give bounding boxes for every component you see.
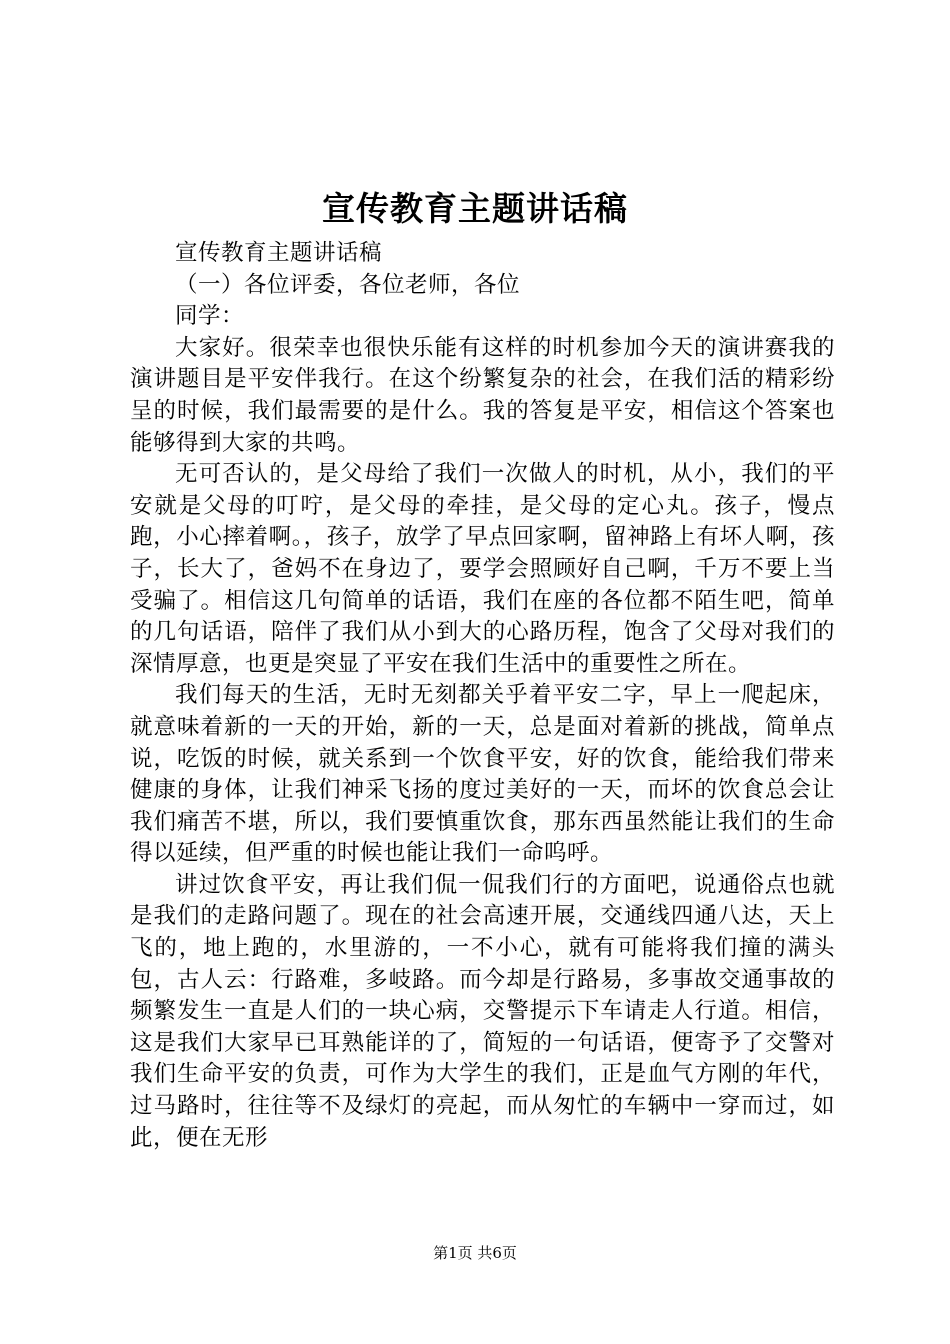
paragraph: 同学： [175,303,245,330]
paragraph: 无可否认的，是父母给了我们一次做人的时机，从小，我们的平安就是父母的叮咛，是父母的牵挂，是父母的定心丸。孩子，慢点跑，小心摔着啊。，孩子，放学了早点回家啊，留神路上有坏人啊，孩子，长大了，爸妈不在身边了，要学会照顾好自己啊，千万不要上当受骗了。相信这几句简单的话语，我们在座的各位都不陌生吧，简单的几句话语，陪伴了我们从小到大的心路历程，饱含了父母对我们的深情厚意，也更是突显了平安在我们生活中的重要性之所在。 [130,461,835,677]
paragraph: 讲过饮食平安，再让我们侃一侃我们行的方面吧，说通俗点也就是我们的走路问题了。现在的社会高速开展，交通线四通八达，天上飞的，地上跑的，水里游的，一不小心，就有可能将我们撞的满头包，古人云：行路难，多岐路。而今却是行路易，多事故交通事故的频繁发生一直是人们的一块心病，交警提示下车请走人行道。相信，这是我们大家早已耳熟能详的了，简短的一句话语，便寄予了交警对我们生命平安的负责，可作为大学生的我们，正是血气方刚的年代，过马路时，往往等不及绿灯的亮起，而从匆忙的车辆中一穿而过，如此，便在无形 [130,871,835,1151]
document-body [130,238,835,1154]
page-footer: 第1页 共6页 [433,1244,517,1262]
paragraph: 大家好。很荣幸也很快乐能有这样的时机参加今天的演讲赛我的演讲题目是平安伴我行。在这个纷繁复杂的社会，在我们活的精彩纷呈的时候，我们最需要的是什么。我的答复是平安，相信这个答案也能够得到大家的共鸣。 [130,334,835,456]
paragraph: 宣传教育主题讲话稿 [175,240,383,266]
paragraph: （一）各位评委，各位老师，各位 [175,271,521,298]
paragraph: 我们每天的生活，无时无刻都关乎着平安二字，早上一爬起床，就意味着新的一天的开始，新的一天，总是面对着新的挑战，简单点说，吃饭的时候，就关系到一个饮食平安，好的饮食，能给我们带来健康的身体，让我们神采飞扬的度过美好的一天，而坏的饮食总会让我们痛苦不堪，所以，我们要慎重饮食，那东西虽然能让我们的生命得以延续，但严重的时候也能让我们一命呜呼。 [130,682,835,867]
document-title: 宣传教育主题讲话稿 [322,189,628,228]
